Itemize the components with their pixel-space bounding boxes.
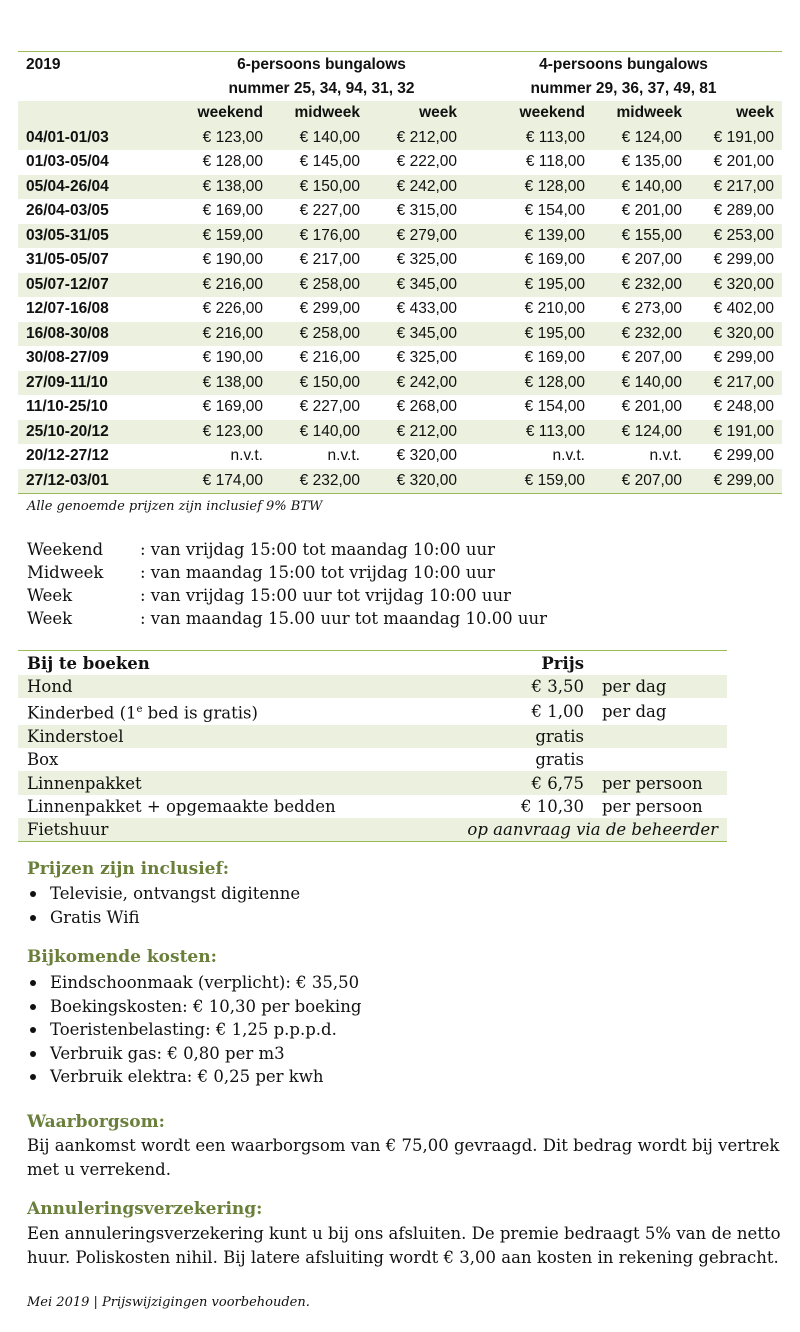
price-cell: n.v.t. [327,447,360,465]
group-6-numbers: nummer 25, 34, 94, 31, 32 [228,80,415,97]
table-row [18,273,782,298]
price-cell: € 195,00 [465,322,593,347]
price-cell: € 345,00 [368,273,465,298]
on-request-note: op aanvraag via de beheerder [435,818,727,842]
price-cell: € 320,00 [396,447,457,465]
extras-item: Hond [18,675,435,698]
price-cell: n.v.t. [230,447,263,465]
price-cell: € 216,00 [178,273,271,298]
price-cell: € 155,00 [593,224,690,249]
extras-price: € 6,75 [435,771,593,794]
price-cell: € 154,00 [524,202,585,220]
price-cell: n.v.t. [649,447,682,465]
price-cell: € 207,00 [593,469,690,494]
period-cell: 26/04-03/05 [26,202,109,220]
insurance-text: Een annuleringsverzekering kunt u bij ons afsluiten. De premie bedraagt 5% van de netto huur. Poliskosten nihil. Bij latere afsluiting wordt € 3,00 aan kosten in rekening gebracht. [27,1224,781,1267]
price-cell: € 212,00 [368,420,465,445]
period-desc: : van maandag 15:00 tot vrijdag 10:00 uur [140,563,495,582]
list-item: Eindschoonmaak (verplicht): € 35,50 [27,971,361,995]
deposit-title: Waarborgsom: [27,1112,165,1132]
price-cell: € 169,00 [524,349,585,367]
period-desc: : van vrijdag 15:00 tot maandag 10:00 uur [140,540,495,559]
table-row [18,322,782,347]
table-row [18,175,782,200]
extras-unit: per dag [593,675,727,698]
price-cell: € 190,00 [202,349,263,367]
period-cell: 25/10-20/12 [18,420,178,445]
price-cell: € 216,00 [299,349,360,367]
period-term: Midweek [27,563,104,582]
price-cell: € 128,00 [465,371,593,396]
deposit-text: Bij aankomst wordt een waarborgsom van € 75,00 gevraagd. Dit bedrag wordt bij vertrek met u verrekend. [27,1136,780,1179]
inclusive-list [27,882,300,929]
price-cell: € 159,00 [465,469,593,494]
price-cell: € 402,00 [713,300,774,318]
price-cell: € 123,00 [178,420,271,445]
col-header: midweek [593,101,690,126]
price-cell: € 150,00 [271,371,368,396]
period-term: Week [27,609,73,628]
col-header: week [368,101,465,126]
table-row [18,126,782,151]
period-cell: 16/08-30/08 [18,322,178,347]
extra-costs-title: Bijkomende kosten: [27,947,217,967]
price-cell: € 227,00 [299,202,360,220]
extras-row [18,795,727,818]
table-row [18,371,782,396]
price-cell: € 124,00 [593,420,690,445]
col-header: week [690,101,782,126]
price-cell: € 226,00 [202,300,263,318]
price-cell: € 212,00 [368,126,465,151]
price-cell: € 299,00 [713,349,774,367]
price-table [18,51,782,494]
period-cell: 30/08-27/09 [26,349,109,367]
group-6-title: 6-persoons bungalows [178,52,465,78]
price-cell: € 279,00 [368,224,465,249]
bottom-note: Mei 2019 | Prijswijzigingen voorbehouden. [27,1295,310,1310]
extras-price: gratis [535,750,584,770]
extra-costs-list [27,971,361,1089]
price-cell: € 320,00 [368,469,465,494]
price-cell: € 154,00 [524,398,585,416]
price-cell: € 345,00 [368,322,465,347]
extras-item: Box [27,750,59,770]
table-row [18,420,782,445]
price-cell: € 320,00 [690,322,782,347]
group-4-numbers: nummer 29, 36, 37, 49, 81 [530,80,717,97]
extras-item: Linnenpakket + opgemaakte bedden [27,796,336,816]
price-cell: € 299,00 [690,469,782,494]
price-cell: € 289,00 [713,202,774,220]
price-cell: € 217,00 [299,251,360,269]
price-cell: € 299,00 [713,251,774,269]
extras-item: Kinderstoel [18,725,435,748]
table-row [18,346,782,371]
price-cell: € 190,00 [202,251,263,269]
price-cell: € 268,00 [396,398,457,416]
price-cell: € 113,00 [465,126,593,151]
insurance-title: Annuleringsverzekering: [27,1199,263,1219]
extras-unit [593,725,727,748]
price-cell: € 145,00 [299,153,360,171]
period-cell: 31/05-05/07 [26,251,109,269]
price-cell: € 159,00 [178,224,271,249]
period-row [27,561,547,584]
price-cell: € 118,00 [525,153,585,171]
extras-unit: per dag [602,702,667,722]
period-cell: 27/09-11/10 [18,371,178,396]
extras-row [18,675,727,698]
price-cell: € 325,00 [396,349,457,367]
list-item: Televisie, ontvangst digitenne [27,882,300,906]
price-cell: € 201,00 [713,153,774,171]
extras-row [18,748,727,771]
price-cell: € 201,00 [621,398,682,416]
period-cell: 05/04-26/04 [18,175,178,200]
year-label: 2019 [18,52,178,78]
price-cell: € 195,00 [465,273,593,298]
table-row [18,199,782,224]
price-cell: € 433,00 [396,300,457,318]
price-cell: € 253,00 [690,224,782,249]
period-cell: 11/10-25/10 [26,398,108,416]
price-cell: € 140,00 [593,371,690,396]
price-cell: € 128,00 [465,175,593,200]
period-cell: 01/03-05/04 [26,153,109,171]
period-desc: : van maandag 15.00 uur tot maandag 10.00 uur [140,609,548,628]
price-cell: € 139,00 [465,224,593,249]
extras-price: gratis [435,725,593,748]
inclusive-title: Prijzen zijn inclusief: [27,859,230,879]
extras-row [18,698,727,725]
price-cell: € 299,00 [299,300,360,318]
extras-row [18,725,727,748]
price-cell: € 207,00 [621,251,682,269]
table-row [18,444,782,469]
price-cell: € 176,00 [271,224,368,249]
extras-unit: per persoon [593,771,727,794]
period-cell: 20/12-27/12 [26,447,109,465]
price-cell: € 325,00 [396,251,457,269]
price-cell: € 201,00 [621,202,682,220]
table-row [18,224,782,249]
col-header: weekend [178,101,271,126]
price-cell: € 123,00 [178,126,271,151]
price-cell: € 191,00 [690,420,782,445]
price-cell: € 299,00 [713,447,774,465]
extras-table [18,650,727,842]
price-cell: € 150,00 [271,175,368,200]
table-row [18,395,782,420]
price-cell: € 217,00 [690,371,782,396]
price-cell: € 140,00 [593,175,690,200]
extras-item: Fietshuur [18,818,435,842]
list-item: Boekingskosten: € 10,30 per boeking [27,995,361,1019]
period-term: Weekend [27,540,104,559]
price-cell: € 124,00 [593,126,690,151]
extras-price: € 10,30 [521,796,584,816]
price-cell: € 169,00 [202,398,263,416]
extras-price: € 1,00 [531,702,584,722]
period-desc: : van vrijdag 15:00 uur tot vrijdag 10:00 uur [140,586,512,605]
period-cell: 04/01-01/03 [18,126,178,151]
price-cell: € 191,00 [690,126,782,151]
price-cell: € 320,00 [690,273,782,298]
price-cell: € 258,00 [271,273,368,298]
period-cell: 27/12-03/01 [18,469,178,494]
extras-unit [593,748,727,771]
price-cell: € 135,00 [621,153,682,171]
price-cell: n.v.t. [552,447,585,465]
col-header: midweek [271,101,368,126]
period-definitions [27,538,547,630]
price-cell: € 210,00 [524,300,585,318]
extras-row [18,818,727,842]
list-item: Gratis Wifi [27,906,300,930]
table-row [18,297,782,322]
price-cell: € 242,00 [368,175,465,200]
vat-footnote: Alle genoemde prijzen zijn inclusief 9% BTW [27,499,323,514]
col-header: weekend [465,101,593,126]
price-cell: € 138,00 [178,371,271,396]
price-cell: € 140,00 [271,126,368,151]
price-cell: € 138,00 [178,175,271,200]
list-item: Verbruik gas: € 0,80 per m3 [27,1042,361,1066]
price-cell: € 174,00 [178,469,271,494]
extras-item: Linnenpakket [18,771,435,794]
price-cell: € 207,00 [621,349,682,367]
list-item: Verbruik elektra: € 0,25 per kwh [27,1065,361,1089]
price-cell: € 140,00 [271,420,368,445]
table-row [18,469,782,494]
price-cell: € 232,00 [271,469,368,494]
price-cell: € 169,00 [202,202,263,220]
table-row [18,248,782,273]
price-cell: € 273,00 [621,300,682,318]
extras-unit: per persoon [602,796,703,816]
price-cell: € 216,00 [178,322,271,347]
period-row [27,584,547,607]
price-cell: € 169,00 [524,251,585,269]
price-cell: € 258,00 [271,322,368,347]
price-cell: € 248,00 [713,398,774,416]
table-row [18,150,782,175]
period-cell: 03/05-31/05 [18,224,178,249]
period-cell: 12/07-16/08 [26,300,109,318]
period-cell: 05/07-12/07 [18,273,178,298]
price-cell: € 232,00 [593,273,690,298]
period-row [27,538,547,561]
price-cell: € 242,00 [368,371,465,396]
price-cell: € 227,00 [299,398,360,416]
extras-row [18,771,727,794]
price-cell: € 113,00 [465,420,593,445]
price-cell: € 128,00 [202,153,263,171]
list-item: Toeristenbelasting: € 1,25 p.p.p.d. [27,1018,361,1042]
extras-header-item: Bij te boeken [18,651,435,676]
price-cell: € 222,00 [396,153,457,171]
price-cell: € 232,00 [593,322,690,347]
extras-header-price: Prijs [435,651,593,676]
extras-price: € 3,50 [435,675,593,698]
price-cell: € 217,00 [690,175,782,200]
group-4-title: 4-persoons bungalows [465,52,782,78]
period-row [27,607,547,630]
period-term: Week [27,586,73,605]
extras-item: Kinderbed (1e bed is gratis) [27,703,258,723]
price-cell: € 315,00 [396,202,457,220]
